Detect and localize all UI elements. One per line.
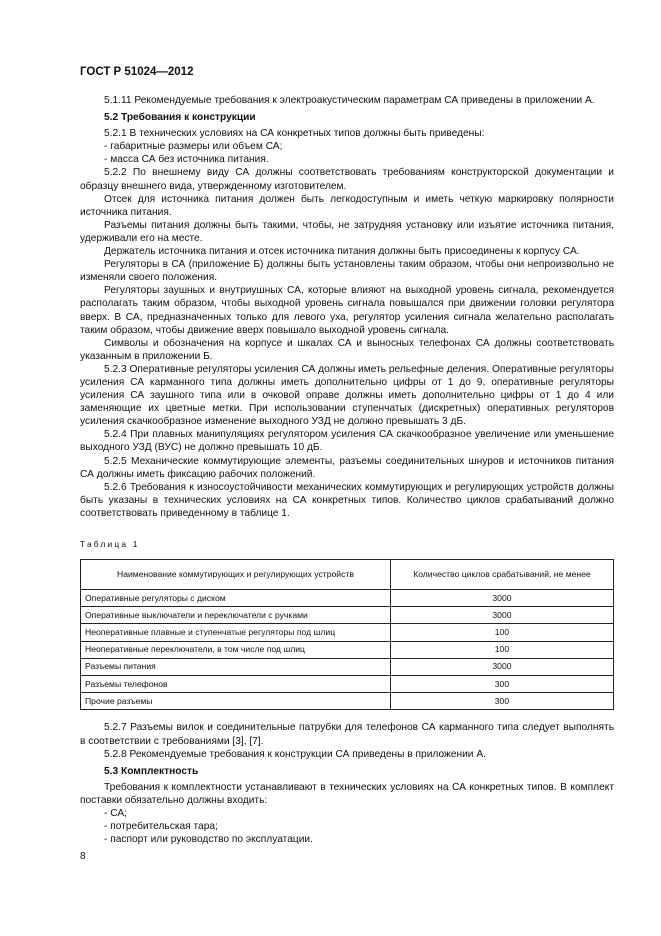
- paragraph-5-2-7: 5.2.7 Разъемы вилок и соединительные патрубки для телефонов СА карманного типа следует выполнять в соответствии с требованиями [3], [7].: [80, 722, 614, 747]
- table-row: [81, 590, 614, 607]
- list-item: - масса СА без источника питания.: [104, 154, 269, 166]
- paragraph-5-3: Требования к комплектности устанавливают в технических условиях на СА конкретных типов. В комплект поставки обязательно должны входить:: [80, 781, 614, 806]
- page-number: 8: [80, 851, 86, 862]
- list-item: - паспорт или руководство по эксплуатации.: [104, 834, 313, 846]
- table-cell-value: 300: [390, 676, 613, 693]
- list-item: - потребительская тара;: [104, 821, 218, 833]
- table-row: [81, 641, 614, 658]
- paragraph-5-2-8: 5.2.8 Рекомендуемые требования к конструкции СА приведены в приложении А.: [104, 748, 486, 760]
- table-row: [81, 676, 614, 693]
- paragraph: Символы и обозначения на корпусе и шкалах СА и выносных телефонах СА должны соответствовать указанным в приложении Б.: [80, 337, 614, 362]
- table-row: [81, 607, 614, 624]
- cycles-table: [80, 559, 614, 710]
- paragraph: Регуляторы заушных и внутриушных СА, которые влияют на выходной уровень сигнала, рекомендуется располагать таким образом, чтобы выходной уровень сигнала повышался при движении головки регулятора вверх. В СА, предназначенных только для левого уха, регулятор усиления сигнала желательно располагать таким образом, чтобы движение вверх повышало выходной уровень сигнала.: [80, 285, 614, 336]
- section-heading-5-3: 5.3 Комплектность: [104, 765, 199, 777]
- paragraph-5-2-1: 5.2.1 В технических условиях на СА конкретных типов должны быть приведены:: [104, 128, 485, 140]
- table-row: [81, 658, 614, 675]
- table-cell-name: Прочие разъемы: [81, 693, 391, 710]
- document-header: ГОСТ Р 51024—2012: [80, 66, 194, 78]
- table-cell-name: Разъемы питания: [81, 658, 391, 675]
- paragraph: Держатель источника питания и отсек источника питания должны быть присоединены к корпусу СА.: [104, 246, 580, 258]
- table-cell-value: 3000: [390, 658, 613, 675]
- table-caption: Таблица 1: [80, 539, 140, 549]
- table-header-device: Наименование коммутирующих и регулирующих устройств: [81, 560, 391, 590]
- table-cell-name: Оперативные выключатели и переключатели с ручками: [81, 607, 391, 624]
- paragraph: Разъемы питания должны быть такими, чтобы, не затрудняя установку или изъятие источника питания, удерживали его на месте.: [80, 219, 614, 244]
- table-cell-name: Неоперативные плавные и ступенчатые регуляторы под шлиц: [81, 624, 391, 641]
- page-body: [80, 94, 614, 846]
- table-cell-name: Неоперативные переключатели, в том числе под шлиц: [81, 641, 391, 658]
- list-item: - габаритные размеры или объем СА;: [104, 141, 283, 153]
- table-cell-value: 100: [390, 641, 613, 658]
- paragraph: Отсек для источника питания должен быть легкодоступным и иметь четкую маркировку полярности источника питания.: [80, 193, 614, 218]
- table-cell-name: Разъемы телефонов: [81, 676, 391, 693]
- table-cell-value: 3000: [390, 607, 613, 624]
- paragraph-5-2-3: 5.2.3 Оперативные регуляторы усиления СА должны иметь рельефные деления. Оперативные регуляторы усиления СА карманного типа должны иметь дополнительно цифры от 1 до 9, оперативные регуляторы усиления СА заушного типа или в очковой оправе должны иметь дополнительно цифры от 1 до 4 или заменяющие их цветные метки. При использовании ступенчатых (дискретных) оперативных регуляторов усиления скачкообразное изменение выходного УЗД не должно превышать 3 дБ.: [80, 363, 614, 428]
- paragraph-5-2-5: 5.2.5 Механические коммутирующие элементы, разъемы соединительных шнуров и источников питания СА должны иметь фиксацию рабочих положений.: [80, 455, 614, 480]
- paragraph-5-2-2: 5.2.2 По внешнему виду СА должны соответствовать требованиям конструкторской документации и образцу внешнего вида, утвержденному изготовителем.: [80, 167, 614, 192]
- table-cell-value: 3000: [390, 590, 613, 607]
- table-cell-value: 100: [390, 624, 613, 641]
- paragraph-5-2-6: 5.2.6 Требования к износоустойчивости механических коммутирующих и регулирующих устройств должны быть указаны в технических условиях на СА конкретных типов. Количество циклов срабатываний должно соответствовать приведенному в таблице 1.: [80, 481, 614, 519]
- table-cell-name: Оперативные регуляторы с диском: [81, 590, 391, 607]
- table-row: [81, 624, 614, 641]
- table-header-cycles: Количество циклов срабатываний, не менее: [390, 560, 613, 590]
- list-item: - СА;: [104, 807, 127, 819]
- table-cell-value: 300: [390, 693, 613, 710]
- paragraph-5-2-4: 5.2.4 При плавных манипуляциях регулятором усиления СА скачкообразное увеличение или уменьшение выходного УЗД (ВУС) не должно превышать 10 дБ.: [80, 429, 614, 454]
- section-heading-5-2: 5.2 Требования к конструкции: [104, 112, 256, 124]
- paragraph: Регуляторы в СА (приложение Б) должны быть установлены таким образом, чтобы они непроизвольно не изменяли своего положения.: [80, 259, 614, 284]
- paragraph-5-1-11: 5.1.11 Рекомендуемые требования к электроакустическим параметрам СА приведены в приложении А.: [104, 95, 595, 106]
- table-row: [81, 693, 614, 710]
